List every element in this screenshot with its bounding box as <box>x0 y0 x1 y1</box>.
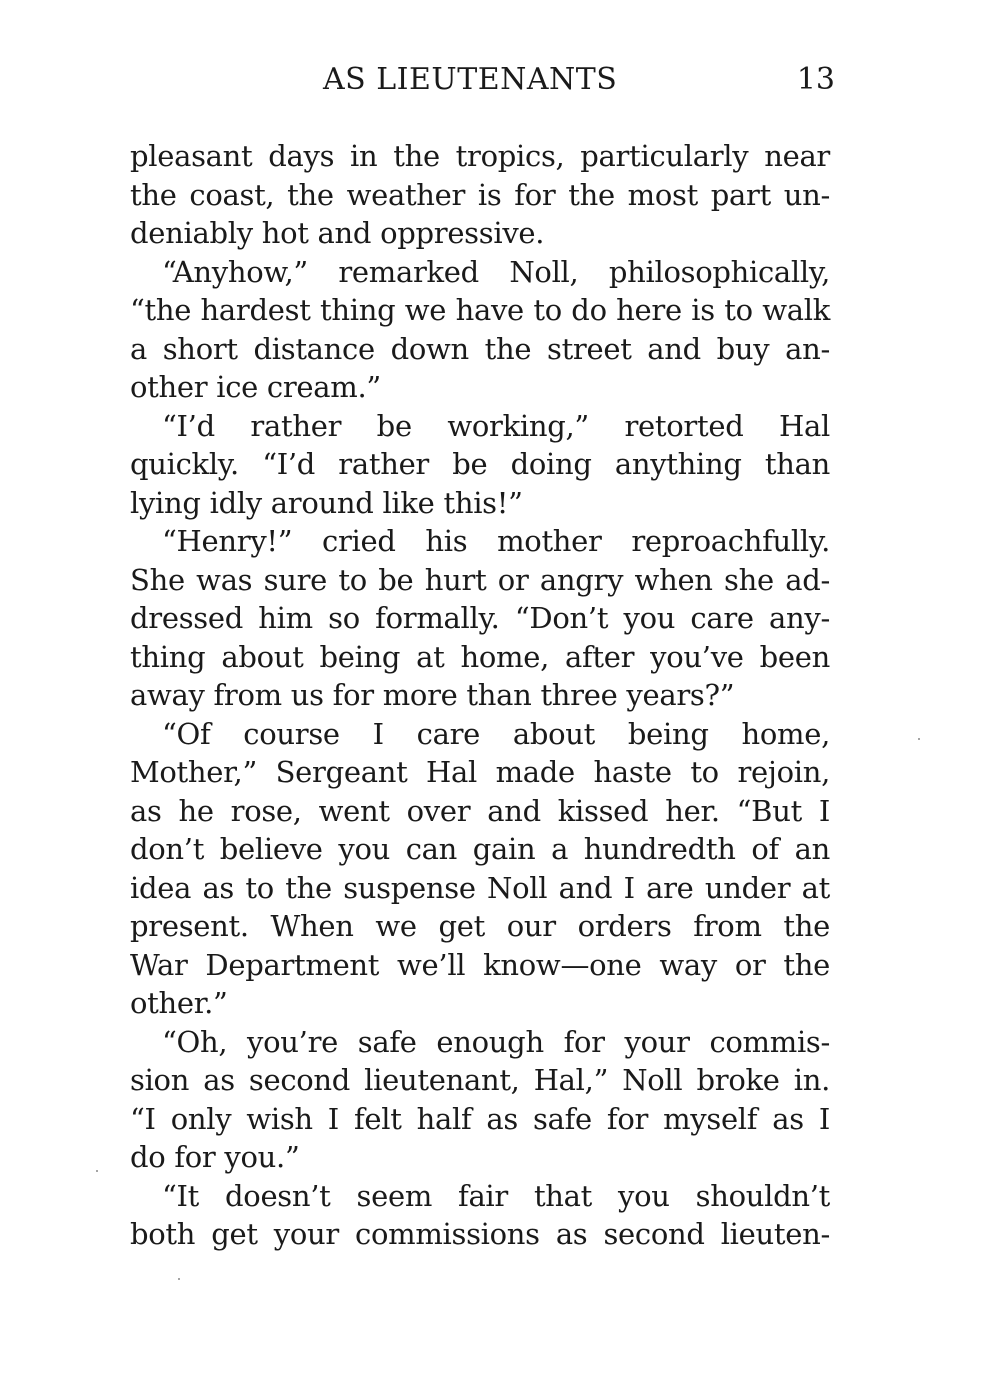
running-title: AS LIEUTENANTS <box>323 62 618 97</box>
text-line: thing about being at home, after you’ve been <box>130 639 830 674</box>
text-line: “Of course I care about being home, <box>162 716 830 751</box>
body-text <box>130 137 830 1254</box>
text-line: idea as to the suspense Noll and I are under at <box>130 870 830 905</box>
text-line: “I’d rather be working,” retorted Hal <box>162 408 830 443</box>
text-line: pleasant days in the tropics, particularly near <box>130 139 830 173</box>
text-line: present. When we get our orders from the <box>130 909 830 943</box>
text-line: the coast, the weather is for the most part un- <box>130 177 830 212</box>
text-line: “Oh, you’re safe enough for your commis- <box>162 1024 830 1059</box>
text-line: other.” <box>130 986 228 1020</box>
text-line: a short distance down the street and buy an- <box>130 331 830 366</box>
text-line: “the hardest thing we have to do here is to walk <box>130 293 830 327</box>
text-line: both get your commissions as second lieuten- <box>130 1217 830 1251</box>
text-line: do for you.” <box>130 1140 300 1174</box>
text-line: “I only wish I felt half as safe for myself as I <box>130 1101 830 1136</box>
text-line: away from us for more than three years?” <box>130 678 735 712</box>
print-speck <box>918 738 920 740</box>
text-line: lying idly around like this!” <box>130 485 523 520</box>
print-speck <box>178 1278 180 1280</box>
text-line: deniably hot and oppressive. <box>130 216 545 250</box>
print-speck <box>96 1170 98 1172</box>
text-line: quickly. “I’d rather be doing anything than <box>130 447 830 481</box>
text-line: War Department we’ll know—one way or the <box>130 947 830 982</box>
text-line: sion as second lieutenant, Hal,” Noll broke in. <box>130 1063 830 1097</box>
text-line: “Henry!” cried his mother reproachfully. <box>162 524 830 558</box>
text-line: dressed him so formally. “Don’t you care any- <box>130 601 830 635</box>
text-line: as he rose, went over and kissed her. “But I <box>130 793 830 828</box>
text-line: other ice cream.” <box>130 370 381 404</box>
page-number: 13 <box>796 62 835 97</box>
text-line: don’t believe you can gain a hundredth of an <box>130 832 830 866</box>
text-line: “It doesn’t seem fair that you shouldn’t <box>162 1178 830 1213</box>
text-line: She was sure to be hurt or angry when she ad- <box>130 562 830 597</box>
text-line: “Anyhow,” remarked Noll, philosophically, <box>162 254 830 289</box>
running-head <box>130 58 835 102</box>
text-line: Mother,” Sergeant Hal made haste to rejoin, <box>130 755 830 789</box>
